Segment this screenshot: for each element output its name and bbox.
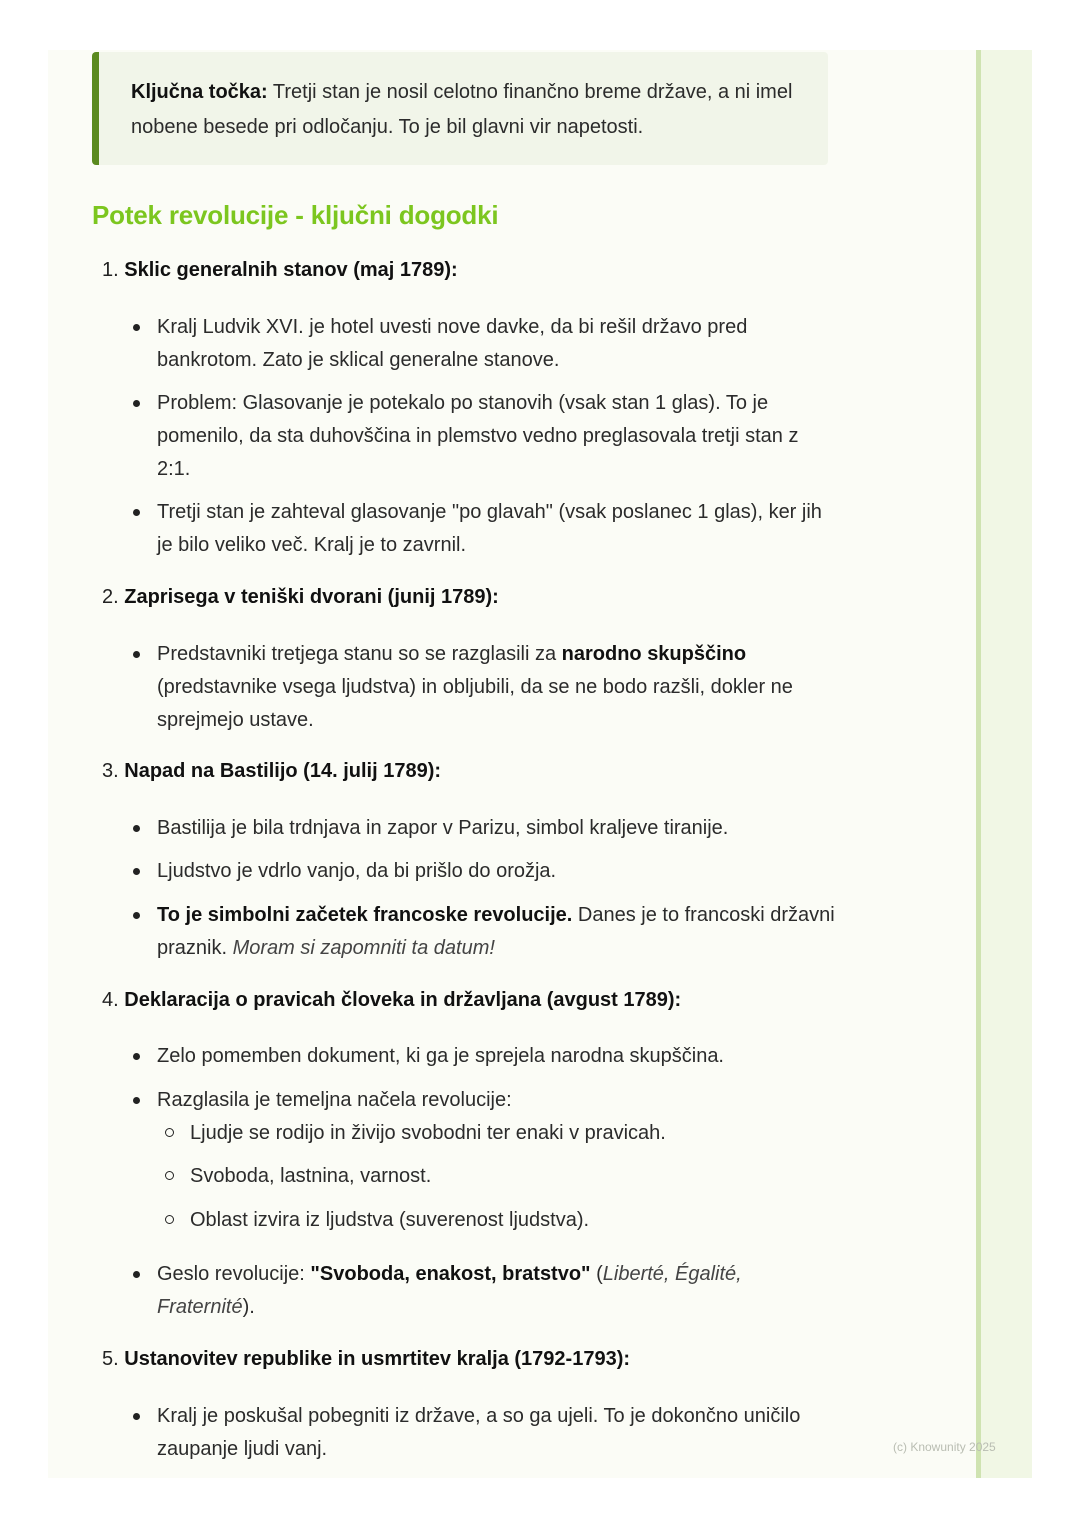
side-panel bbox=[976, 50, 1032, 1478]
event-title: 4. Deklaracija o pravicah človeka in državljana (avgust 1789): bbox=[102, 989, 682, 1011]
list-item: Problem: Glasovanje je potekalo po stanovih (vsak stan 1 glas). To je pomenilo, da sta duhovščina in plemstvo vedno preglasovala tretji stan z 2:1. bbox=[157, 387, 837, 486]
sub-list-item: Ljudje se rodijo in živijo svobodni ter enaki v pravicah. bbox=[190, 1117, 830, 1150]
list-item: Kralj Ludvik XVI. je hotel uvesti nove davke, da bi rešil državo pred bankrotom. Zato je sklical generalne stanove. bbox=[157, 311, 837, 377]
list-item: Tretji stan je zahteval glasovanje "po glavah" (vsak poslanec 1 glas), ker jih je bilo veliko več. Kralj je to zavrnil. bbox=[157, 496, 837, 562]
event-title: 2. Zaprisega v teniški dvorani (junij 1789): bbox=[102, 586, 499, 608]
list-item: Zelo pomemben dokument, ki ga je sprejela narodna skupščina. bbox=[157, 1040, 837, 1073]
event-title: 5. Ustanovitev republike in usmrtitev kralja (1792-1793): bbox=[102, 1348, 631, 1370]
key-point-callout bbox=[92, 52, 828, 165]
list-item: Geslo revolucije: "Svoboda, enakost, bratstvo" (Liberté, Égalité, Fraternité). bbox=[157, 1258, 837, 1324]
event-number: 1. bbox=[102, 259, 119, 281]
footer-copyright: (c) Knowunity 2025 bbox=[893, 1440, 996, 1454]
event-title: 3. Napad na Bastilijo (14. julij 1789): bbox=[102, 760, 442, 782]
callout-text: Tretji stan je nosil celotno finančno breme države, a ni imel nobene besede pri odločanju. To je bil glavni vir napetosti. bbox=[131, 81, 793, 138]
sub-list-item: Svoboda, lastnina, varnost. bbox=[190, 1160, 830, 1193]
list-item: To je simbolni začetek francoske revolucije. Danes je to francoski državni praznik. Moram si zapomniti ta datum! bbox=[157, 899, 837, 965]
side-divider bbox=[976, 50, 981, 1478]
list-item: Razglasila je temeljna načela revolucije: bbox=[157, 1084, 837, 1117]
list-item: Kralj je poskušal pobegniti iz države, a so ga ujeli. To je dokončno uničilo zaupanje ljudi vanj. bbox=[157, 1400, 837, 1466]
list-item: Bastilija je bila trdnjava in zapor v Parizu, simbol kraljeve tiranije. bbox=[157, 812, 837, 845]
event-number: 5. bbox=[102, 1348, 119, 1370]
event-number: 4. bbox=[102, 989, 119, 1011]
section-heading: Potek revolucije - ključni dogodki bbox=[92, 200, 499, 230]
event-number: 2. bbox=[102, 586, 119, 608]
event-number: 3. bbox=[102, 760, 119, 782]
event-title: 1. Sklic generalnih stanov (maj 1789): bbox=[102, 259, 458, 281]
list-item: Ljudstvo je vdrlo vanjo, da bi prišlo do orožja. bbox=[157, 855, 837, 888]
callout-label: Ključna točka: bbox=[131, 81, 268, 103]
sub-list-item: Oblast izvira iz ljudstva (suverenost ljudstva). bbox=[190, 1204, 830, 1237]
list-item: Predstavniki tretjega stanu so se razglasili za narodno skupščino (predstavnike vsega ljudstva) in obljubili, da se ne bodo razšli, dokler ne sprejmejo ustave. bbox=[157, 638, 837, 737]
